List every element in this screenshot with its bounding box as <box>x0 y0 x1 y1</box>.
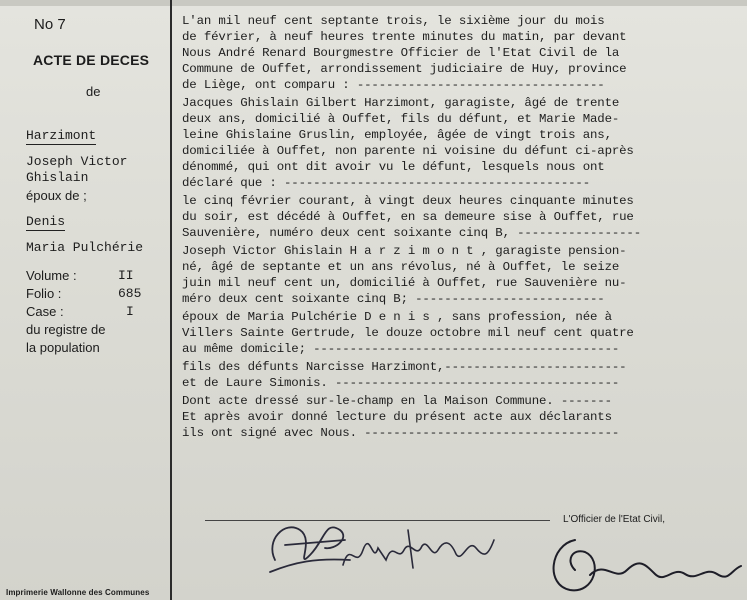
body-line: né, âgé de septante et un ans révolus, né à Ouffet, le seize <box>182 260 620 274</box>
deceased-given-2: Ghislain <box>26 170 89 185</box>
spouse-given: Maria Pulchérie <box>26 240 144 255</box>
body-line: leine Ghislaine Gruslin, employée, âgée de vingt trois ans, <box>182 128 612 142</box>
body-line: Et après avoir donné lecture du présent acte aux déclarants <box>182 410 612 424</box>
registry-line-2: la population <box>26 340 100 355</box>
body-line: Nous André Renard Bourgmestre Officier de l'Etat Civil de la <box>182 46 620 60</box>
registry-line-1: du registre de <box>26 322 106 337</box>
officer-label: L'Officier de l'Etat Civil, <box>563 514 666 525</box>
body-line: dénommé, qui ont dit avoir vu le défunt, lesquels nous ont <box>182 160 605 174</box>
body-line: Jacques Ghislain Gilbert Harzimont, garagiste, âgé de trente <box>182 96 620 110</box>
printer-imprint: Imprimerie Wallonne des Communes <box>6 588 150 597</box>
folio-row <box>26 286 142 301</box>
body-line: de Liège, ont comparu : ---------------------------------- <box>182 78 605 92</box>
body-line: le cinq février courant, à vingt deux heures cinquante minutes <box>182 194 634 208</box>
volume-value: II <box>118 268 134 283</box>
folio-label: Folio : <box>26 286 62 301</box>
body-line: juin mil neuf cent un, domicilié à Ouffet, rue Sauvenière nu- <box>182 276 627 290</box>
body-line: et de Laure Simonis. --------------------------------------- <box>182 376 620 390</box>
body-line: époux de Maria Pulchérie D e n i s , sans profession, née à <box>182 310 612 324</box>
spouse-label: époux de ; <box>26 188 87 203</box>
column-divider <box>170 0 172 600</box>
body-line: déclaré que : ------------------------------------------ <box>182 176 590 190</box>
body-line: domiciliée à Ouffet, non parente ni voisine du défunt ci-après <box>182 144 634 158</box>
act-de: de <box>86 84 101 99</box>
body-line: Joseph Victor Ghislain H a r z i m o n t , garagiste pension- <box>182 244 627 258</box>
left-column <box>0 0 170 600</box>
body-line: deux ans, domicilié à Ouffet, fils du défunt, et Marie Made- <box>182 112 620 126</box>
deceased-given-1: Joseph Victor <box>26 154 128 169</box>
signature-officer <box>545 530 745 600</box>
body-line: Commune de Ouffet, arrondissement judiciaire de Huy, province <box>182 62 627 76</box>
body-line: fils des défunts Narcisse Harzimont,------------------------- <box>182 360 627 374</box>
spouse-surname-wrap <box>26 214 65 229</box>
volume-label: Volume : <box>26 268 77 283</box>
act-title: ACTE DE DECES <box>33 52 150 68</box>
signature-declarant-2 <box>338 520 498 580</box>
body-line: de février, à neuf heures trente minutes du matin, par devant <box>182 30 627 44</box>
volume-row <box>26 268 134 283</box>
spouse-surname: Denis <box>26 214 66 229</box>
deceased-surname: Harzimont <box>26 128 97 143</box>
body-line: Villers Sainte Gertrude, le douze octobre mil neuf cent quatre <box>182 326 634 340</box>
body-line: méro deux cent soixante cinq B; -------------------------- <box>182 292 605 306</box>
body-line: du soir, est décédé à Ouffet, en sa demeure sise à Ouffet, rue <box>182 210 634 224</box>
act-number: No 7 <box>34 16 66 33</box>
folio-value: 685 <box>118 286 142 301</box>
body-line: Sauvenière, numéro deux cent soixante cinq B, ----------------- <box>182 226 641 240</box>
body-line: ils ont signé avec Nous. ----------------------------------- <box>182 426 620 440</box>
case-row <box>26 304 134 319</box>
case-label: Case : <box>26 304 64 319</box>
body-line: Dont acte dressé sur-le-champ en la Maison Commune. ------- <box>182 394 612 408</box>
case-value: I <box>126 304 134 319</box>
body-line: au même domicile; ------------------------------------------ <box>182 342 620 356</box>
body-line: L'an mil neuf cent septante trois, le sixième jour du mois <box>182 14 605 28</box>
deceased-surname-wrap <box>26 128 96 143</box>
